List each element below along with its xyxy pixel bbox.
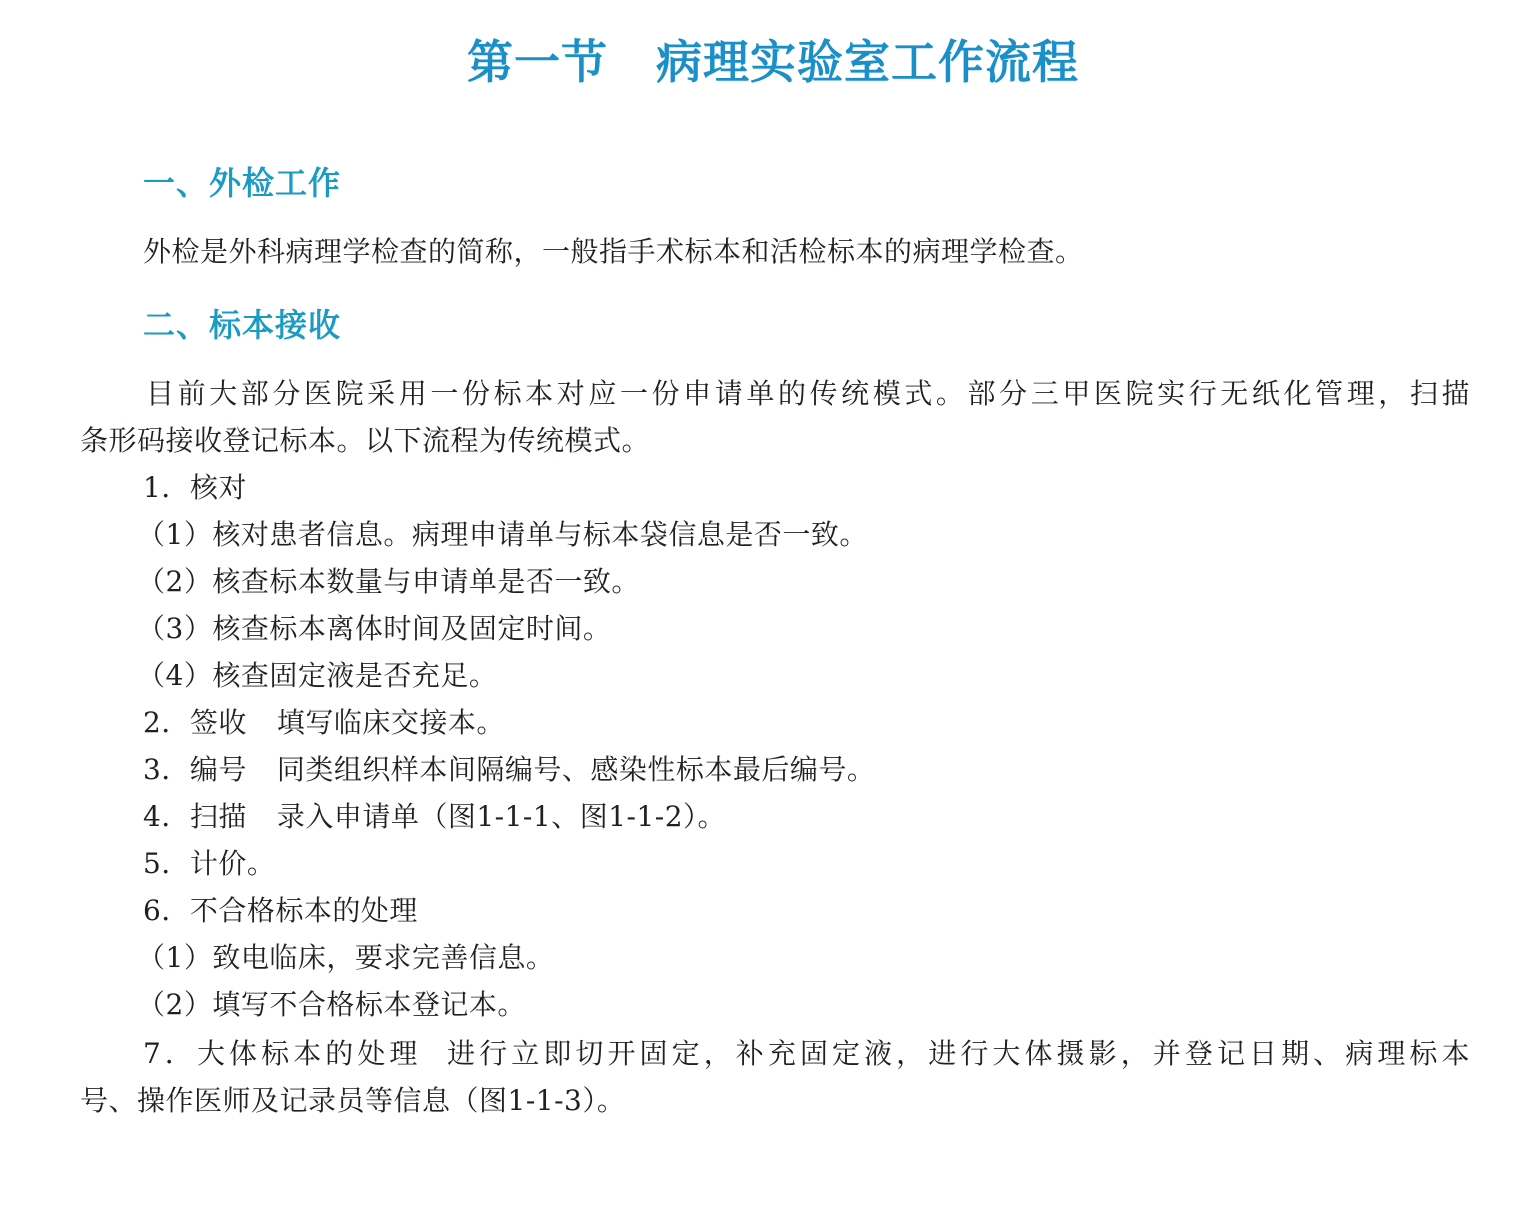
paragraph-intro-line-1: 目前大部分医院采用一份标本对应一份申请单的传统模式。部分三甲医院实行无纸化管理，扫描	[146, 377, 1470, 410]
step-4-scan	[143, 799, 726, 835]
paragraph-intro-line-2: 条形码接收登记标本。以下流程为传统模式。	[80, 424, 651, 457]
step-4-text: 录入申请单（图1-1-1、图1-1-2）。	[276, 800, 727, 833]
step-3-label: 3．编号	[143, 753, 247, 786]
step-2-sign	[143, 705, 505, 741]
step-6-nonconforming: 6．不合格标本的处理	[143, 894, 418, 927]
heading-external-exam: 一、外检工作	[143, 164, 342, 202]
step-2-label: 2．签收	[143, 706, 247, 739]
step-7-line-2: 号、操作医师及记录员等信息（图1-1-3）。	[80, 1084, 626, 1117]
step-1-item-2: （2）核查标本数量与申请单是否一致。	[137, 565, 640, 598]
section-number: 第一节	[467, 35, 608, 89]
section-name: 病理实验室工作流程	[656, 35, 1079, 89]
step-6-item-2: （2）填写不合格标本登记本。	[137, 988, 526, 1021]
step-3-text: 同类组织样本间隔编号、感染性标本最后编号。	[276, 753, 876, 786]
step-4-label: 4．扫描	[143, 800, 247, 833]
step-1-item-4: （4）核查固定液是否充足。	[137, 659, 498, 692]
heading-specimen-receipt: 二、标本接收	[143, 306, 342, 344]
step-5-price: 5．计价。	[143, 847, 276, 880]
step-1-check: 1．核对	[143, 471, 247, 504]
step-7-text-1: 进行立即切开固定，补充固定液，进行大体摄影，并登记日期、病理标本	[443, 1037, 1470, 1070]
step-1-item-1: （1）核对患者信息。病理申请单与标本袋信息是否一致。	[137, 518, 868, 551]
step-7-line-1	[80, 1036, 1470, 1072]
step-1-item-3: （3）核查标本离体时间及固定时间。	[137, 612, 612, 645]
step-7-label: 7．大体标本的处理	[143, 1037, 422, 1070]
step-2-text: 填写临床交接本。	[276, 706, 505, 739]
step-3-number	[143, 752, 875, 788]
section-title	[0, 26, 1536, 92]
paragraph-external-exam: 外检是外科病理学检查的简称，一般指手术标本和活检标本的病理学检查。	[143, 235, 1084, 268]
step-6-item-1: （1）致电临床，要求完善信息。	[137, 941, 555, 974]
